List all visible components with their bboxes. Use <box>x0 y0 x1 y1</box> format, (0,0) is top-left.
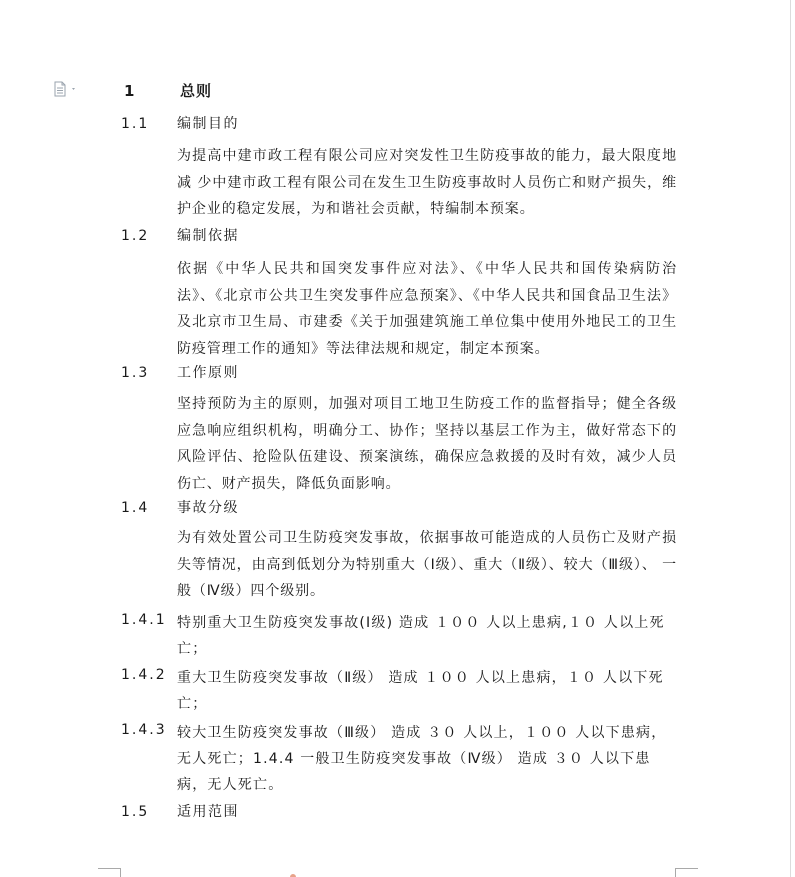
subsection-title: 工作原则 <box>177 365 239 381</box>
subsection-number: 1.4 <box>121 500 150 516</box>
list-item <box>121 720 681 798</box>
page-corner-mark <box>675 868 698 877</box>
document-menu-button[interactable] <box>54 81 78 97</box>
paragraph: 坚持预防为主的原则，加强对项目工地卫生防疫工作的监督指导；健全各级应急响应组织机构，明确分工、协作；坚持以基层工作为主，做好常态下的风险评估、抢险队伍建设、预案演练，确保应急救援的及时有效，减少人员伤亡、财产损失，降低负面影响。 <box>177 396 677 492</box>
section-title: 总则 <box>180 82 213 100</box>
chevron-down-icon <box>72 88 75 90</box>
paragraph: 为有效处置公司卫生防疫突发事故，依据事故可能造成的人员伤亡及财产损失等情况，由高到低划分为特别重大（Ⅰ级）、重大（Ⅱ级）、较大（Ⅲ级）、 一般（Ⅳ级）四个级别。 <box>177 530 677 599</box>
item-number: 1.4.2 <box>121 667 167 683</box>
subsection-title: 编制目的 <box>177 116 239 132</box>
subsection-title: 编制依据 <box>177 228 239 244</box>
item-number: 1.4.3 <box>121 722 167 738</box>
list-item <box>121 665 681 717</box>
item-number: 1.4.1 <box>121 612 167 628</box>
page-edge <box>790 0 791 877</box>
section-number: 1 <box>124 82 137 100</box>
subsection-number: 1.1 <box>121 116 150 132</box>
paragraph: 为提高中建市政工程有限公司应对突发性卫生防疫事故的能力，最大限度地减 少中建市政工程有限公司在发生卫生防疫事故时人员伤亡和财产损失，维护企业的稳定发展，为和谐社会贡献，特编制本预案。 <box>177 148 677 217</box>
list-item <box>121 610 681 662</box>
item-text: 较大卫生防疫突发事故（Ⅲ级） 造成 ３０ 人以上，１００ 人以下患病，无人死亡；1.4.4 一般卫生防疫突发事故（Ⅳ级） 造成 ３０ 人以下患病，无人死亡。 <box>177 725 667 793</box>
page-corner-mark <box>98 868 121 877</box>
subsection-title: 适用范围 <box>177 804 239 820</box>
paragraph: 依据《中华人民共和国突发事件应对法》、《中华人民共和国传染病防治法》、《北京市公共卫生突发事件应急预案》、《中华人民共和国食品卫生法》及北京市卫生局、市建委《关于加强建筑施工单位集中使用外地民工的卫生防疫管理工作的通知》等法律法规和规定，制定本预案。 <box>177 261 677 357</box>
subsection-number: 1.3 <box>121 365 150 381</box>
subsection-title: 事故分级 <box>177 500 239 516</box>
subsection-number: 1.5 <box>121 804 150 820</box>
item-text: 特别重大卫生防疫突发事故(Ⅰ级) 造成 １００ 人以上患病,１０ 人以上死亡； <box>177 615 665 657</box>
document-icon <box>54 81 78 97</box>
item-text: 重大卫生防疫突发事故（Ⅱ级） 造成 １００ 人以上患病，１０ 人以下死亡； <box>177 670 664 712</box>
subsection-number: 1.2 <box>121 228 150 244</box>
